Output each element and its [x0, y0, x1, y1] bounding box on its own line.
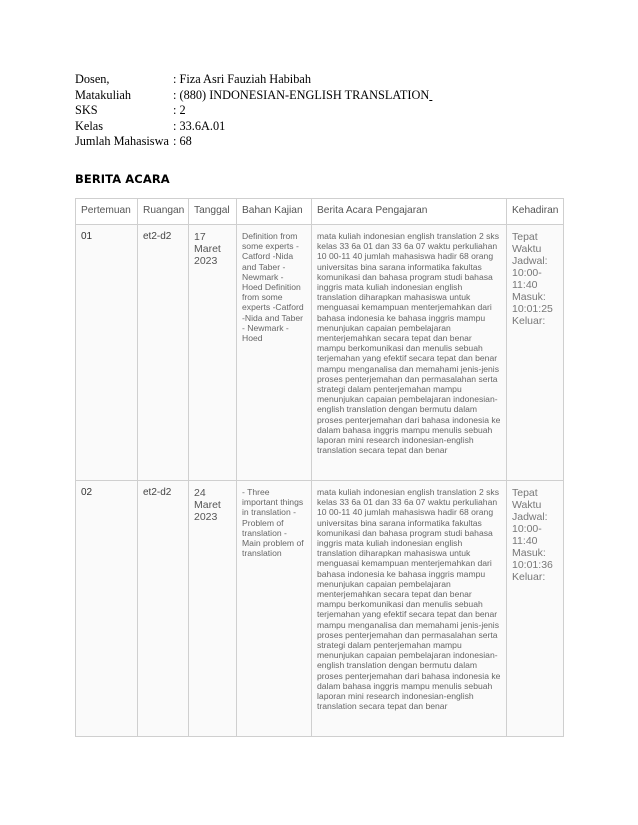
sks-value: : 2: [173, 103, 186, 118]
cell-berita-acara: mata kuliah indonesian english translation 2 sks kelas 33 6a 01 dan 33 6a 07 waktu perkuliahan 10 00-11 40 jumlah mahasiswa hadir 68 orang universitas bina sarana informatika fakultas komunikasi dan bahasa program studi bahasa inggris mata kuliah indonesian english translation diharapkan mahasiswa untuk menguasai kemampuan menterjemahkan dari bahasa indonesia ke bahasa inggris mampu menunjukan capaian pembelajaran menterjemahkan secara tepat dan benar mampu berkomunikasi dan menulis sebuah terjemahan yang efektif secara tepat dan benar mampu menganalisa dan memahami jenis-jenis proses penterjemahan dan permasalahan serta strategi dalam penterjemahan mampu menunjukan capaian pembelajaran indonesian-english translation dengan bermutu dalam proses penterjemahan dari bahasa indonesia ke dalam bahasa inggris mampu menulis sebuah laporan mini research indonesian-english translation secara tepat dan benar: [312, 225, 507, 481]
cell-kehadiran: [507, 225, 564, 481]
info-row-dosen: [75, 72, 432, 88]
info-row-kelas: [75, 119, 432, 135]
berita-acara-table: [75, 198, 564, 737]
attendance-masuk-label: Masuk:: [512, 291, 546, 303]
cell-berita-acara: mata kuliah indonesian english translation 2 sks kelas 33 6a 01 dan 33 6a 07 waktu perkuliahan 10 00-11 40 jumlah mahasiswa hadir 68 orang universitas bina sarana informatika fakultas komunikasi dan bahasa program studi bahasa inggris mata kuliah indonesian english translation diharapkan mahasiswa untuk menguasai kemampuan menterjemahkan dari bahasa indonesia ke bahasa inggris mampu menunjukan capaian pembelajaran menterjemahkan secara tepat dan benar mampu berkomunikasi dan menulis sebuah terjemahan yang efektif secara tepat dan benar mampu menganalisa dan memahami jenis-jenis proses penterjemahan dan permasalahan serta strategi dalam penterjemahan mampu menunjukan capaian pembelajaran indonesian-english translation dengan bermutu dalam proses penterjemahan dari bahasa indonesia ke dalam bahasa inggris mampu menulis sebuah laporan mini research indonesian-english translation secara tepat dan benar: [312, 481, 507, 737]
kelas-label: Kelas: [75, 118, 103, 133]
attendance-jadwal-value: 10:00-11:40: [512, 267, 542, 291]
table-row: [76, 225, 564, 481]
attendance-jadwal-value: 10:00-11:40: [512, 523, 542, 547]
jumlah-label: Jumlah Mahasiswa: [75, 134, 169, 149]
dosen-value: : Fiza Asri Fauziah Habibah: [173, 72, 311, 86]
cell-ruangan: et2-d2: [138, 481, 189, 737]
kelas-value: : 33.6A.01: [173, 118, 226, 133]
attendance-keluar-label: Keluar:: [512, 571, 546, 583]
attendance-keluar-label: Keluar:: [512, 315, 546, 327]
course-info: [75, 72, 432, 150]
info-row-sks: [75, 103, 432, 119]
info-row-jumlah: [75, 134, 432, 150]
cell-bahan-kajian: - Three important things in translation - Problem of translation - Main problem of translation: [237, 481, 312, 737]
attendance-masuk-value: 10:01:25: [512, 303, 553, 315]
header-ruangan: Ruangan: [138, 199, 189, 225]
info-row-matakuliah: [75, 88, 432, 104]
jumlah-value: : 68: [173, 134, 192, 149]
header-kehadiran: Kehadiran: [507, 199, 564, 225]
header-berita-acara: Berita Acara Pengajaran: [312, 199, 507, 225]
header-bahan-kajian: Bahan Kajian: [237, 199, 312, 225]
matakuliah-label: Matakuliah: [75, 87, 132, 102]
cell-tanggal: 17 Maret 2023: [189, 225, 237, 481]
cell-pertemuan: 01: [76, 225, 138, 481]
attendance-masuk-label: Masuk:: [512, 547, 546, 559]
attendance-jadwal-label: Jadwal:: [512, 255, 548, 267]
cell-ruangan: et2-d2: [138, 225, 189, 481]
cell-bahan-kajian: Definition from some experts - Catford -Nida and Taber - Newmark - Hoed Definition from some experts -Catford -Nida and Taber - Newmark - Hoed: [237, 225, 312, 481]
table-row: [76, 481, 564, 737]
attendance-status: Tepat Waktu: [512, 487, 542, 511]
matakuliah-value: : (880) INDONESIAN-ENGLISH TRANSLATION: [173, 87, 430, 102]
table-header-row: [76, 199, 564, 225]
dosen-label: Dosen,: [75, 72, 110, 86]
cell-kehadiran: [507, 481, 564, 737]
header-tanggal: Tanggal: [189, 199, 237, 225]
attendance-masuk-value: 10:01:36: [512, 559, 553, 571]
sks-label: SKS: [75, 103, 98, 118]
attendance-status: Tepat Waktu: [512, 231, 542, 255]
section-title: BERITA ACARA: [75, 172, 170, 186]
cell-pertemuan: 02: [76, 481, 138, 737]
attendance-jadwal-label: Jadwal:: [512, 511, 548, 523]
cell-tanggal: 24 Maret 2023: [189, 481, 237, 737]
header-pertemuan: Pertemuan: [76, 199, 138, 225]
